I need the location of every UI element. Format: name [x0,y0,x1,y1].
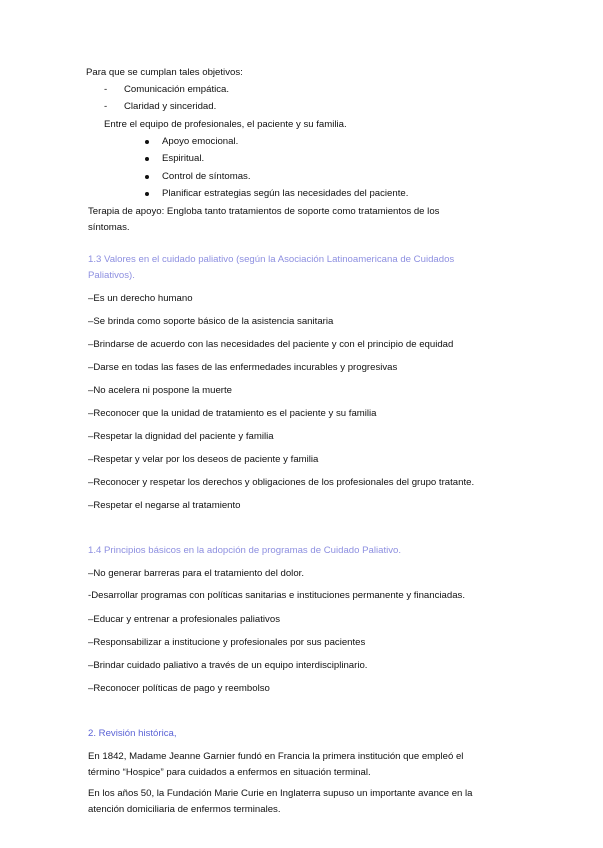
history-paragraph-line: atención domiciliaria de enfermos terminales. [88,804,281,815]
principles-item: –Educar y entrenar a profesionales paliativos [88,614,280,625]
support-line: síntomas. [88,222,130,233]
team-bullet: Espiritual. [162,153,205,164]
team-line: Entre el equipo de profesionales, el paciente y su familia. [104,119,347,130]
values-item: –Respetar el negarse al tratamiento [88,500,241,511]
principles-heading: 1.4 Principios básicos en la adopción de programas de Cuidado Paliativo. [88,545,402,556]
values-item: –Se brinda como soporte básico de la asistencia sanitaria [88,316,334,327]
team-bullet: Control de síntomas. [162,171,251,182]
bullet-dot-icon [145,157,149,161]
principles-item: –No generar barreras para el tratamiento del dolor. [88,568,304,579]
dash-marker: - [104,84,108,95]
bullet-dot-icon [145,140,149,144]
principles-item: –Brindar cuidado paliativo a través de un equipo interdisciplinario. [88,660,368,671]
values-item: –No acelera ni pospone la muerte [88,385,232,396]
values-item: –Darse en todas las fases de las enfermedades incurables y progresivas [88,362,398,373]
dash-marker: - [104,101,108,112]
objective-item: Claridad y sinceridad. [124,101,217,112]
objective-item: Comunicación empática. [124,84,230,95]
bullet-dot-icon [145,175,149,179]
team-bullet: Planificar estrategias según las necesidades del paciente. [162,188,409,199]
values-item: –Respetar y velar por los deseos de paciente y familia [88,454,319,465]
values-item: –Es un derecho humano [88,293,193,304]
history-heading: 2. Revisión histórica, [88,728,177,739]
history-paragraph-line: En 1842, Madame Jeanne Garnier fundó en Francia la primera institución que empleó el [88,751,464,762]
history-paragraph-line: término “Hospice” para cuidados a enfermos en situación terminal. [88,767,371,778]
intro-lead: Para que se cumplan tales objetivos: [86,67,243,78]
team-bullet: Apoyo emocional. [162,136,239,147]
values-heading: 1.3 Valores en el cuidado paliativo (según la Asociación Latinoamericana de Cuidados [88,254,455,265]
bullet-dot-icon [145,192,149,196]
values-item: –Respetar la dignidad del paciente y familia [88,431,274,442]
values-item: –Reconocer que la unidad de tratamiento es el paciente y su familia [88,408,377,419]
values-heading: Paliativos). [88,270,135,281]
values-item: –Reconocer y respetar los derechos y obligaciones de los profesionales del grupo tratante. [88,477,475,488]
principles-item: –Reconocer políticas de pago y reembolso [88,683,270,694]
principles-item: –Responsabilizar a institucione y profesionales por sus pacientes [88,637,366,648]
principles-item: -Desarrollar programas con políticas sanitarias e instituciones permanente y financiadas. [88,590,466,601]
support-line: Terapia de apoyo: Engloba tanto tratamientos de soporte como tratamientos de los [88,206,440,217]
values-item: –Brindarse de acuerdo con las necesidades del paciente y con el principio de equidad [88,339,454,350]
history-paragraph-line: En los años 50, la Fundación Marie Curie en Inglaterra supuso un importante avance en la [88,788,473,799]
